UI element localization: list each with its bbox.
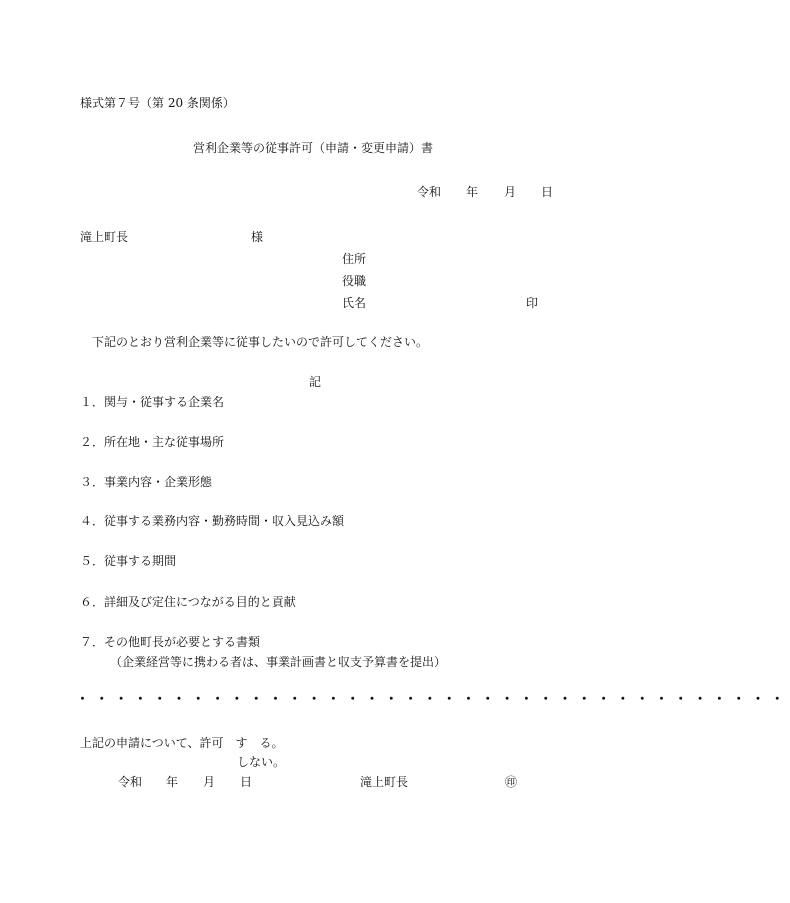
approval-line-1: 上記の申請について、許可 す る。 <box>80 736 284 750</box>
name-label: 氏名 <box>342 296 367 310</box>
item-1: １．関与・従事する企業名 <box>80 395 225 409</box>
approval-date-day: 日 <box>240 775 253 789</box>
dotted-separator: ・・・・・・・・・・・・・・・・・・・・・・・・・・・・・・・・・・・・・ <box>76 692 790 707</box>
approval-date-year: 年 <box>166 775 179 789</box>
item-7: ７．その他町長が必要とする書類 <box>80 635 261 649</box>
document-title: 営利企業等の従事許可（申請・変更申請）書 <box>193 141 434 155</box>
date-day: 日 <box>541 185 554 199</box>
item-6: ６．詳細及び定住につながる目的と貢献 <box>80 595 296 609</box>
addressee-honorific: 様 <box>251 230 264 244</box>
address-label: 住所 <box>342 252 367 266</box>
addressee-name: 滝上町長 <box>80 230 129 244</box>
approval-date-month: 月 <box>203 775 216 789</box>
approval-authority: 滝上町長 <box>360 775 409 789</box>
item-7-note: （企業経営等に携わる者は、事業計画書と収支予算書を提出） <box>110 655 447 669</box>
date-year: 年 <box>466 185 479 199</box>
applicant-seal: 印 <box>526 296 539 310</box>
approval-date-era: 令和 <box>118 775 143 789</box>
intro-text: 下記のとおり営利企業等に従事したいので許可してください。 <box>92 335 429 349</box>
item-4: ４．従事する業務内容・勤務時間・収入見込み額 <box>80 514 345 528</box>
item-5: ５．従事する期間 <box>80 554 177 568</box>
date-month: 月 <box>504 185 517 199</box>
position-label: 役職 <box>342 274 367 288</box>
date-era: 令和 <box>417 185 442 199</box>
form-number: 様式第７号（第 20 条関係） <box>80 96 235 110</box>
approval-line-2: しない。 <box>237 755 286 769</box>
approval-seal: ㊞ <box>505 775 518 789</box>
ki-heading: 記 <box>309 375 322 389</box>
item-2: ２．所在地・主な従事場所 <box>80 435 225 449</box>
item-3: ３．事業内容・企業形態 <box>80 475 213 489</box>
